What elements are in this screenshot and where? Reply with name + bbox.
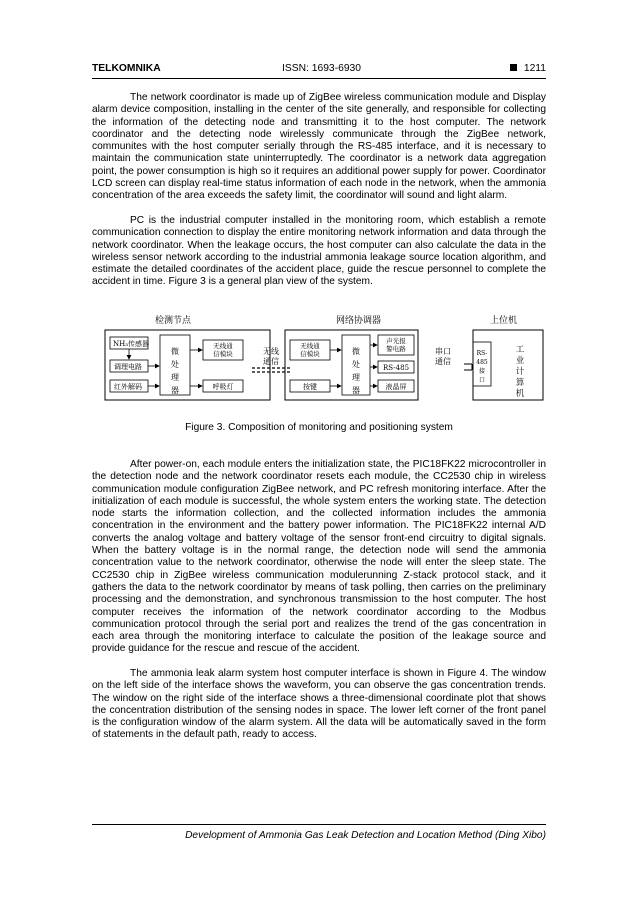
detect-node-title: 检测节点 <box>155 316 192 326</box>
footer-rule <box>92 824 546 825</box>
page-footer: Development of Ammonia Gas Leak Detection and Location Method (Ding Xibo) <box>185 830 546 841</box>
breath-light-label: 呼吸灯 <box>212 383 234 391</box>
mcu1-label: 微处理器 <box>171 347 179 395</box>
page-header <box>92 61 546 79</box>
host-title: 上位机 <box>490 316 518 326</box>
figure-caption: Figure 3. Composition of monitoring and positioning system <box>185 422 453 433</box>
mcu2-label: 微处理器 <box>352 347 360 395</box>
key-label: 按键 <box>303 383 317 391</box>
lcd-label: 液晶屏 <box>385 383 407 391</box>
paragraph-interface: The ammonia leak alarm system host computer interface is shown in Figure 4. The window on the left side of the interface shows the waveform, you can observe the gas concentration trends. The window on the right side of the interface shows a three-dimensional coordinate plot that shows the concentration distribution of the sensing nodes in space. The lower left corner of the front panel is the configuration window of the alarm system. All the data will be automatically saved in the form of statements in the default path, ready to access. <box>92 668 546 741</box>
page-number: 1211 <box>510 63 546 74</box>
square-bullet-icon <box>510 64 517 71</box>
coordinator-title: 网络协调器 <box>336 316 382 326</box>
serial-comm-label: 串口通信 <box>435 347 451 366</box>
paragraph-working: After power-on, each module enters the initialization state, the PIC18FK22 microcontroller in the detection node and the network coordinator resets each module, the CC2530 chip in wireless communication module configuration ZigBee network, and PC refresh monitoring interface. After the initialization of each module is successful, the whole system enters the working state. The detection node starts the information collection, and the collected information includes the ammonia concentration in the environment and the battery power information. The PIC18FK22 internal A/D converts the analog voltage and battery voltage of the sensor front-end circuitry to digital signals. When the battery voltage is in the normal range, the detection node will send the ammonia concentration value to the network coordinator, otherwise the node will enter the sleep state. The CC2530 chip in ZigBee wireless communication modulerunning Z-stack protocol stack, and it gathers the data to the network coordinator by means of task polling, then carries on the preliminary processing and the demonstration, and synchronous transmission to the host computer. The host computer receives the information of the network coordinator according to the Modbus communication protocol through the serial port and realizes the trend of the gas concentration in each area through the monitoring interface to calculate the position of the leakage source and provide guidance for the rescue and rescue of the accident. <box>92 459 546 655</box>
issn: ISSN: 1693-6930 <box>282 63 361 74</box>
alarm-circuit-label: 声光报警电路 <box>386 337 406 353</box>
rs485-label: RS-485 <box>382 364 410 372</box>
paragraph-pc: PC is the industrial computer installed in the monitoring room, which establish a remote communication connection to display the entire monitoring network information and data through the network coordinator. When the leakage occurs, the host computer can also calculate the data in the wireless sensor network according to the industrial ammonia leakage source location algorithm, and estimate the detailed coordinates of the accident place, guide the rescue personnel to complete the accident in time. Figure 3 is a general plan view of the system. <box>92 215 546 288</box>
rs485-port-label: RS-485 接口 <box>476 350 488 384</box>
industrial-pc-label: 工业计算机 <box>515 345 525 399</box>
nh3-sensor-label: NH₃传感器 <box>113 340 150 348</box>
wireless-module1-label: 无线通信模块 <box>213 342 233 358</box>
wireless-comm-label: 无线通信 <box>263 347 279 366</box>
wireless-module2-label: 无线通信模块 <box>300 342 320 358</box>
paragraph-coordinator: The network coordinator is made up of ZigBee wireless communication module and Display alarm device composition, installing in the center of the site generally, and responsible for collecting the information of the detecting node and transmitting it to the host computer. The network coordinator and the detecting node wirelessly communicate through the ZigBee network, communites with the host computer serially through the RS-485 interface, and it is necessary to maintain the communication state uninterruptedly. The coordinator is a network data aggregation point, the power consumption is high so it requires an additional power supply for power. Coordinator LCD screen can display real-time status information of each node in the network, when the ammonia concentration of the area exceeds the safety limit, the coordinator will sound and light alarm. <box>92 92 546 202</box>
figure-3-diagram <box>92 312 546 410</box>
ir-decode-label: 红外解码 <box>114 383 142 391</box>
journal-name: TELKOMNIKA <box>92 63 161 74</box>
header-rule <box>92 78 546 79</box>
conditioning-label: 调理电路 <box>114 363 142 371</box>
